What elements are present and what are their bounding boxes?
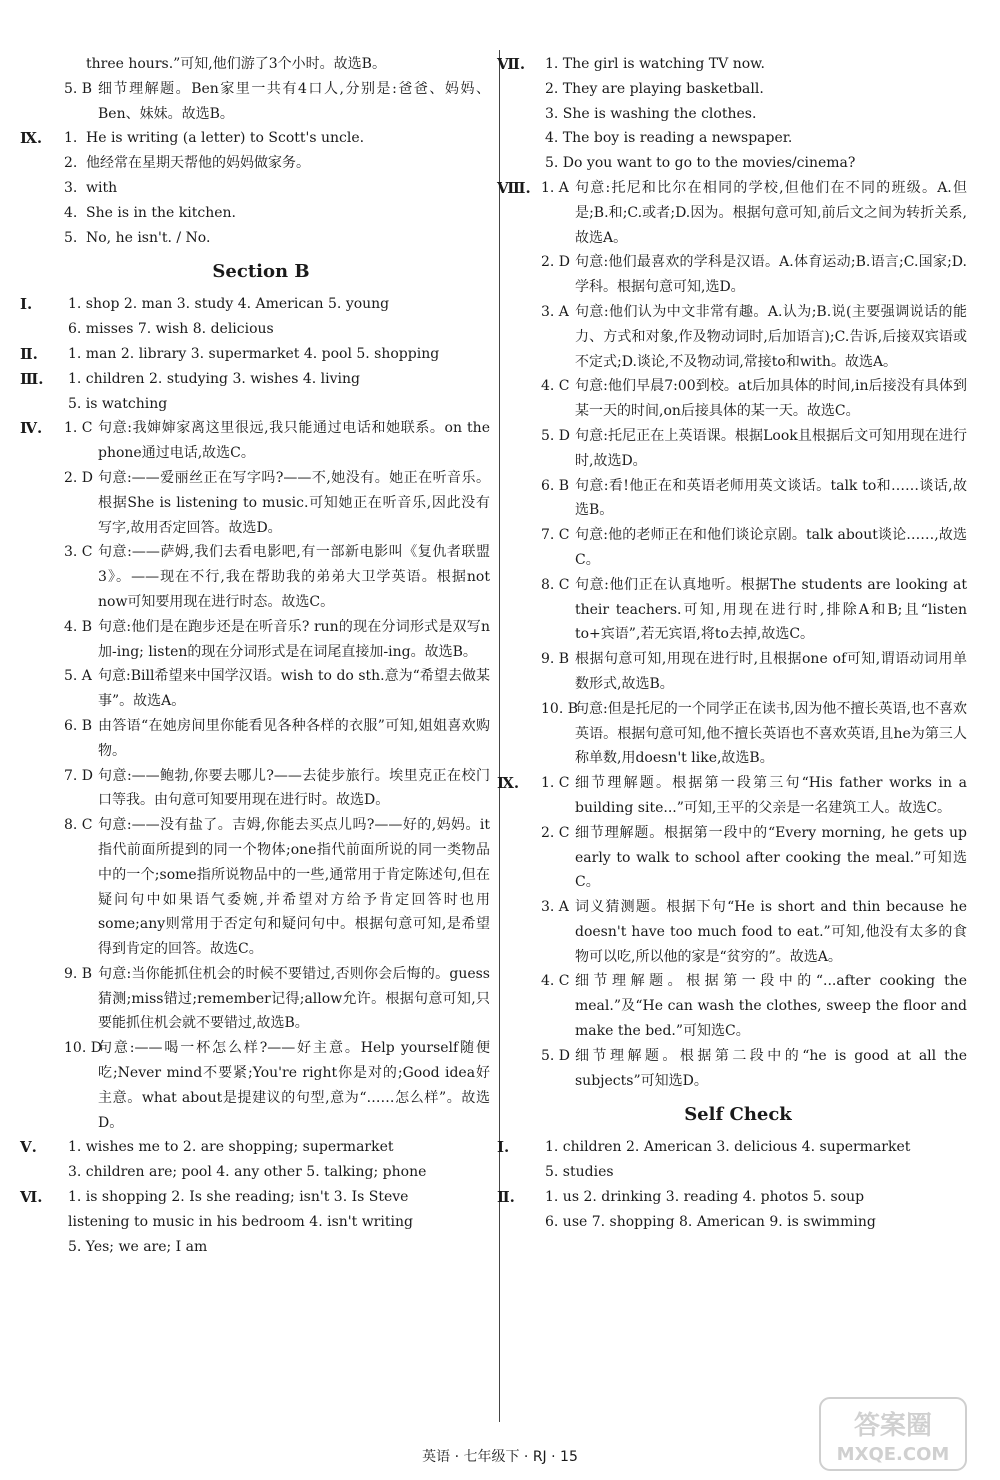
item-number: 4.	[64, 204, 78, 221]
answer-row	[497, 1185, 967, 1210]
section-number: Ⅱ.	[20, 344, 38, 363]
answer-text: 句意:——萨姆,我们去看电影吧,有一部新电影叫《复仇者联盟3》。——现在不行,我在帮助我的弟弟大卫学英语。根据not now可知要用现在进行时态。故选C。	[98, 544, 490, 610]
answer-text: 他经常在星期天帮他的妈妈做家务。	[86, 155, 310, 172]
answer-row	[32, 392, 490, 417]
answer-text: 1. The girl is watching TV now.	[545, 56, 765, 72]
item-number: 10. D	[64, 1040, 102, 1057]
answer-text: 3. She is washing the clothes.	[545, 105, 757, 122]
answer-text: 5. is watching	[68, 395, 168, 412]
watermark-text-2: MXQE.COM	[836, 1444, 950, 1465]
self-check-heading: Self Check	[684, 1104, 792, 1126]
answer-text: 细节理解题。根据第一段第三句“His father works in a building site...”可知,王平的父亲是一名建筑工人。故选C。	[575, 775, 967, 816]
item-number: 8. C	[64, 817, 93, 834]
answer-text: 1. wishes me to 2. are shopping; supermarket	[68, 1139, 394, 1156]
section-number: Ⅸ.	[497, 774, 520, 793]
answer-item	[20, 126, 490, 151]
answer-text: 细节理解题。Ben家里一共有4口人,分别是:爸爸、妈妈、Ben、妹妹。故选B。	[98, 80, 490, 122]
answer-text: 句意:托尼正在上英语课。根据Look且根据后文可知用现在进行时,故选D。	[575, 427, 967, 469]
answer-text: 5. studies	[545, 1164, 614, 1181]
answer-text: 6. use 7. shopping 8. American 9. is swimming	[545, 1213, 876, 1230]
item-number: 3.	[64, 179, 78, 196]
answer-text: 句意:他们早晨7:00到校。at后加具体的时间,in后接没有具体到某一天的时间,on后接具体的某一天。故选C。	[575, 378, 967, 420]
answer-row	[497, 52, 967, 77]
answer-item	[509, 374, 967, 424]
item-number: 1. A	[541, 179, 569, 196]
item-number: 5. D	[541, 427, 571, 444]
answer-continuation	[32, 52, 490, 77]
item-number: 1. C	[541, 775, 570, 792]
answer-text: three hours.”可知,他们游了3个小时。故选B。	[86, 56, 386, 72]
answer-row	[509, 1210, 967, 1235]
item-number: 2. D	[64, 469, 94, 486]
answer-item	[509, 647, 967, 697]
item-number: 6. B	[541, 477, 570, 494]
answer-text: 1. us 2. drinking 3. reading 4. photos 5. soup	[545, 1189, 865, 1206]
item-number: 5. D	[541, 1047, 571, 1064]
answer-item	[32, 962, 490, 1036]
answer-row	[32, 1160, 490, 1185]
answer-row	[20, 342, 490, 367]
answer-text: 句意:——没有盐了。吉姆,你能去买点儿吗?——好的,妈妈。it指代前面所提到的同一个物体;one指代前面所说的同一类物品中的一个;some指所说物品中的一些,通常用于肯定陈述句,但在疑问句中如果语气委婉,并希望对方给予肯定回答时也用some;any则常用于否定句和疑问句中。根据句意可知,是希望得到肯定的回答。故选C。	[98, 817, 490, 958]
section-number: Ⅴ.	[20, 1138, 37, 1157]
answer-item	[32, 151, 490, 176]
answer-item	[509, 895, 967, 969]
answer-item	[32, 540, 490, 614]
answer-row	[509, 77, 967, 102]
answer-text: 1. shop 2. man 3. study 4. American 5. young	[68, 296, 390, 313]
answer-item	[32, 664, 490, 714]
item-number: 3. A	[541, 899, 569, 916]
answer-item	[509, 821, 967, 895]
answer-row	[497, 1135, 967, 1160]
section-number: Ⅲ.	[20, 369, 44, 388]
item-number: 9. B	[541, 651, 570, 668]
answer-text: 句意:Bill希望来中国学汉语。wish to do sth.意为“希望去做某事”。故选A。	[98, 668, 490, 710]
answer-item	[509, 250, 967, 300]
page-footer: 英语 · 七年级下 · RJ · 15	[422, 1449, 578, 1465]
answer-text: 句意:他们认为中文非常有趣。A.认为;B.说(主要强调说话的能力、方式和对象,作及物动词时,后加语言);C.告诉,后接双宾语或不定式;D.谈论,不及物动词,常接to和with。故选A。	[575, 303, 967, 370]
answer-text: 5. Do you want to go to the movies/cinema?	[545, 155, 856, 172]
watermark-logo	[818, 1396, 968, 1472]
item-number: 3. C	[64, 544, 93, 561]
answer-text: 句意:托尼和比尔在相同的学校,但他们在不同的班级。A.但是;B.和;C.或者;D.因为。根据句意可知,前后文之间为转折关系,故选A。	[575, 179, 967, 246]
section-number: Ⅵ.	[20, 1188, 43, 1207]
answer-text: 句意:他们是在跑步还是在听音乐? run的现在分词形式是双写n加-ing; listen的现在分词形式是在词尾直接加-ing。故选B。	[98, 618, 490, 660]
answer-text: 1. children 2. studying 3. wishes 4. living	[68, 370, 360, 387]
item-number: 2. C	[541, 824, 570, 841]
section-number: Ⅳ.	[20, 419, 43, 438]
answer-row	[32, 1235, 490, 1260]
item-number: 6. B	[64, 717, 93, 734]
item-number: 5. B	[64, 80, 93, 97]
item-number: 4. C	[541, 973, 570, 990]
answer-item	[509, 1044, 967, 1094]
answer-item	[32, 813, 490, 962]
answer-text: 4. The boy is reading a newspaper.	[545, 130, 793, 147]
item-number: 4. C	[541, 378, 570, 395]
item-number: 5. A	[64, 668, 92, 685]
answer-row	[20, 367, 490, 392]
answer-item	[32, 201, 490, 226]
answer-row	[20, 1185, 490, 1210]
item-number: 5.	[64, 229, 78, 246]
right-column	[497, 52, 967, 1235]
answer-item	[509, 697, 967, 771]
item-number: 2.	[64, 155, 78, 172]
answer-item	[20, 416, 490, 466]
answer-text: 句意:——喝一杯怎么样?——好主意。Help yourself随便吃;Never mind不要紧;You're right你是对的;Good idea好主意。what about是提建议的句型,意为“……怎么样”。故选D。	[98, 1040, 490, 1131]
answer-item	[509, 573, 967, 647]
section-number: Ⅶ.	[497, 55, 526, 73]
answer-text: 句意:但是托尼的一个同学正在读书,因为他不擅长英语,也不喜欢英语。根据句意可知,他不擅长英语也不喜欢英语,且he为第三人称单数,用doesn't like,故选B。	[575, 700, 967, 767]
answer-text: 由答语“在她房间里你能看见各种各样的衣服”可知,姐姐喜欢购物。	[98, 717, 490, 759]
answer-item	[509, 424, 967, 474]
answer-text: 细节理解题。根据第一段中的“Every morning, he gets up early to walk to school after cooking the meal.”可知选C。	[575, 824, 967, 891]
column-divider	[499, 50, 500, 1422]
answer-text: 句意:——爱丽丝正在写字吗?——不,她没有。她正在听音乐。根据She is listening to music.可知她正在听音乐,因此没有写字,故用否定回答。故选D。	[98, 469, 490, 536]
item-number: 9. B	[64, 965, 93, 982]
answer-text: 句意:当你能抓住机会的时候不要错过,否则你会后悔的。guess猜测;miss错过;remember记得;allow允许。根据句意可知,只要能抓住机会就不要错过,故选B。	[98, 965, 490, 1032]
answer-text: with	[86, 179, 118, 196]
item-number: 7. D	[64, 767, 94, 784]
answer-item	[32, 714, 490, 764]
answer-item	[509, 523, 967, 573]
answer-row	[509, 151, 967, 176]
answer-item	[509, 300, 967, 374]
section-number: Ⅸ.	[20, 129, 43, 148]
item-number: 4. B	[64, 618, 93, 635]
section-number: Ⅱ.	[497, 1188, 515, 1207]
answer-item	[32, 176, 490, 201]
answer-row	[509, 1160, 967, 1185]
item-number: 3. A	[541, 303, 569, 320]
answer-text: 根据句意可知,用现在进行时,且根据one of可知,谓语动词用单数形式,故选B。	[575, 651, 967, 692]
answer-row	[20, 292, 490, 317]
watermark-text-1: 答案圈	[853, 1411, 933, 1441]
answer-row	[509, 126, 967, 151]
answer-text: No, he isn't. / No.	[86, 229, 211, 246]
answer-item	[497, 771, 967, 821]
answer-text: He is writing (a letter) to Scott's uncle.	[86, 130, 365, 147]
answer-item	[509, 474, 967, 524]
answer-text: 句意:我婶婶家离这里很远,我只能通过电话和她联系。on the phone通过电话,故选C。	[98, 420, 490, 462]
answer-text: 3. children are; pool 4. any other 5. talking; phone	[68, 1164, 427, 1181]
answer-text: 1. man 2. library 3. supermarket 4. pool 5. shopping	[68, 345, 440, 362]
answer-item	[32, 466, 490, 540]
section-b-heading: Section B	[212, 261, 310, 283]
answer-text: 词义猜测题。根据下句“He is short and thin because he doesn't have too much food to eat.”可知,他没有太多的食物可以吃,所以他的家是“贫穷的”。故选A。	[575, 899, 967, 965]
answer-row	[20, 1135, 490, 1160]
section-number: Ⅰ.	[20, 295, 33, 314]
item-number: 8. C	[541, 576, 570, 593]
answer-text: listening to music in his bedroom 4. isn't writing	[68, 1213, 413, 1230]
answer-item	[497, 176, 967, 250]
answer-text: 句意:他们最喜欢的学科是汉语。A.体育运动;B.语言;C.国家;D.学科。根据句意可知,选D。	[575, 254, 967, 296]
item-number: 1. C	[64, 420, 93, 437]
answer-item	[32, 615, 490, 665]
section-number: Ⅰ.	[497, 1138, 510, 1157]
answer-row	[32, 317, 490, 342]
answer-item	[509, 969, 967, 1043]
answer-text: 1. children 2. American 3. delicious 4. supermarket	[545, 1139, 911, 1156]
answer-text: 细节理解题。根据第二段中的“he is good at all the subjects”可知选D。	[575, 1047, 967, 1089]
answer-text: 句意:看!他正在和英语老师用英文谈话。talk to和……谈话,故选B。	[575, 477, 967, 519]
answer-text: 句意:他们正在认真地听。根据The students are looking at their teachers.可知,用现在进行时,排除A和B;且“listen to+宾语”,若无宾语,将to去掉,故选C。	[575, 576, 967, 643]
answer-text: 2. They are playing basketball.	[545, 80, 764, 97]
answer-text: 句意:他的老师正在和他们谈论京剧。talk about谈论……,故选C。	[575, 527, 967, 568]
answer-text: 1. is shopping 2. Is she reading; isn't 3. Is Steve	[68, 1189, 409, 1206]
left-column	[20, 52, 490, 1259]
answer-text: 句意:——鲍勃,你要去哪儿?——去徒步旅行。埃里克正在校门口等我。由句意可知要用现在进行时。故选D。	[98, 767, 490, 809]
item-number: 7. C	[541, 527, 570, 544]
item-number: 1.	[64, 130, 78, 147]
answer-text: 6. misses 7. wish 8. delicious	[68, 321, 274, 338]
section-number: Ⅷ.	[497, 178, 531, 197]
answer-text: 细节理解题。根据第一段中的“...after cooking the meal.”及“He can wash the clothes, sweep the floor and make the bed.”可知选C。	[575, 973, 967, 1040]
answer-row	[32, 1210, 490, 1235]
answer-row	[509, 102, 967, 127]
item-number: 10. B	[541, 700, 579, 717]
answer-item	[32, 1036, 490, 1135]
answer-item	[32, 77, 490, 127]
answer-text: She is in the kitchen.	[86, 204, 236, 221]
item-number: 2. D	[541, 254, 571, 271]
answer-text: 5. Yes; we are; I am	[68, 1238, 208, 1255]
answer-item	[32, 226, 490, 251]
answer-item	[32, 764, 490, 814]
